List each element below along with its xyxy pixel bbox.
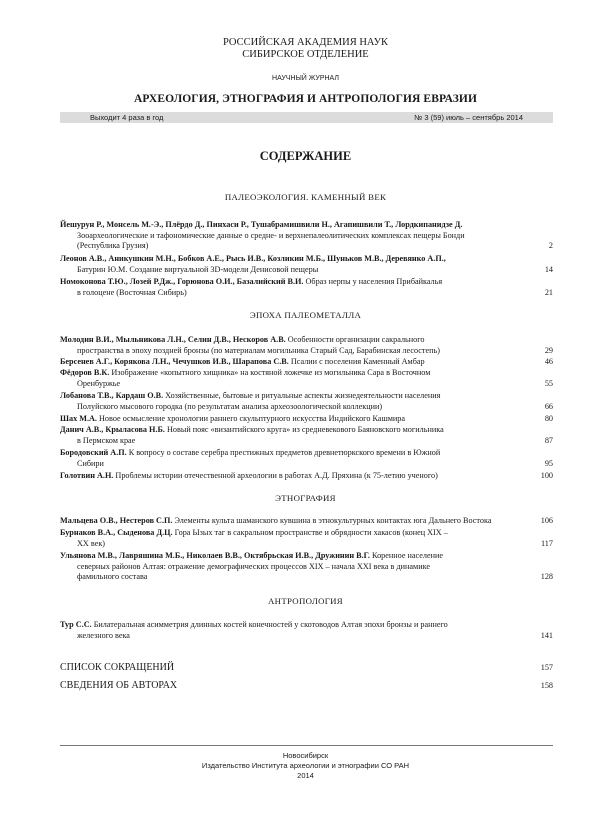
entry-authors: Тур С.С. <box>60 620 92 629</box>
entry-authors: Бородовский А.П. <box>60 448 127 457</box>
section-heading: ПАЛЕОЭКОЛОГИЯ. КАМЕННЫЙ ВЕК <box>224 192 387 202</box>
entry-authors: Номоконова Т.Ю., Лозей Р.Дж., Горюнова О.И., Базалийский В.И. <box>60 277 304 286</box>
entry-title: Особенности организации сакрального <box>287 335 425 344</box>
entry-title: Образ нерпы у населения Прибайкалья <box>305 277 443 286</box>
entry-title: Проблемы истории отечественной археологии в работах А.Д. Пряхина (к 75-летию ученого) <box>115 471 438 480</box>
page-number: 55 <box>544 378 553 388</box>
entry-title: Коренное население <box>372 551 444 560</box>
toc-entry[interactable] <box>60 471 553 482</box>
toc-back-matter-item[interactable] <box>60 680 553 693</box>
section-heading: ЭТНОГРАФИЯ <box>275 493 336 503</box>
entry-authors: Ульянова М.В., Лавряшина М.Б., Николаев В.В., Октябрьская И.В., Дружинин В.Г. <box>60 551 370 560</box>
entry-authors: Шах М.А. <box>60 414 97 423</box>
toc-entry[interactable] <box>60 220 553 252</box>
toc-entry[interactable] <box>60 425 553 446</box>
toc-entry[interactable] <box>60 277 553 298</box>
toc-entry[interactable] <box>60 448 553 469</box>
toc-entry[interactable] <box>60 516 553 527</box>
entry-title: Новое осмысление хронологии раннего скульптурного искусства Индийского Кашмира <box>99 414 406 423</box>
toc-entry[interactable] <box>60 368 553 389</box>
footer-divider <box>60 745 553 746</box>
footer-city: Новосибирск <box>282 751 329 760</box>
page-number: 14 <box>544 264 553 274</box>
entry-title: Зооархеологические и тафономические данные о средне- и верхнепалеолитических комплексах пещеры Бонди <box>77 230 465 240</box>
page-number: 66 <box>544 401 553 411</box>
issue-number: № 3 (59) июль – сентябрь 2014 <box>414 113 523 122</box>
entry-title: Гора Ызых таг в сакральном пространстве и обрядности хакасов (конец XIX – <box>174 528 448 537</box>
page-number: 29 <box>544 345 553 355</box>
entry-authors: Лобанова Т.В., Кардаш О.В. <box>60 391 164 400</box>
entry-title: (Республика Грузия) <box>77 241 149 251</box>
entry-title: К вопросу о составе серебра престижных предметов древнетюркского времени в Южной <box>128 448 441 457</box>
entry-title: пространства в эпоху поздней бронзы (по материалам могильника Старый Сад, Барабинская лесостепь) <box>77 345 440 355</box>
entry-title: фамильного состава <box>77 572 148 582</box>
toc-entry[interactable] <box>60 551 553 583</box>
entry-title: Хозяйственные, бытовые и ритуальные аспекты жизнедеятельности населения <box>165 391 441 400</box>
page-number: 117 <box>541 538 553 548</box>
page-number: 2 <box>548 241 553 251</box>
back-matter-label: СПИСОК СОКРАЩЕНИЙ <box>60 662 175 673</box>
entry-title: в голоцене (Восточная Сибирь) <box>77 287 187 297</box>
entry-authors: Данич А.В., Крыласова Н.Б. <box>60 425 165 434</box>
entry-title: XX век) <box>77 538 106 548</box>
page-number: 95 <box>544 458 553 468</box>
page-number: 87 <box>544 435 553 445</box>
publication-frequency: Выходит 4 раза в год <box>90 113 164 122</box>
toc-entry[interactable] <box>60 528 553 549</box>
toc-entry[interactable] <box>60 414 553 425</box>
entry-title: в Пермском крае <box>77 435 136 445</box>
entry-authors: Молодин В.И., Мыльникова Л.Н., Селин Д.В., Нескоров А.В. <box>60 335 286 344</box>
entry-title: Псалии с поселения Каменный Амбар <box>290 357 425 366</box>
section-heading: ЭПОХА ПАЛЕОМЕТАЛЛА <box>249 310 362 320</box>
entry-authors: Йешурун Р., Монсель М.-Э., Плёрдо Д., Пинхаси Р., Тушабрамишвили Н., Агапишвили Т., Лордкипанидзе Д. <box>60 220 463 229</box>
page-number: 106 <box>540 516 553 525</box>
page-number: 80 <box>544 414 553 423</box>
toc-back-matter-item[interactable] <box>60 662 553 675</box>
entry-title: Полуйского мысового городка (по результатам анализа археозоологической коллекции) <box>77 401 383 411</box>
page-number: 158 <box>540 681 553 690</box>
journal-title: АРХЕОЛОГИЯ, ЭТНОГРАФИЯ И АНТРОПОЛОГИЯ ЕВРАЗИИ <box>134 93 477 105</box>
entry-title: железного века <box>77 630 130 640</box>
entry-title: Изображение «копытного хищника» на костяной ложечке из могильника Сара в Восточном <box>111 368 431 377</box>
entry-authors: Леонов А.В., Аникушкин М.Н., Бобков А.Е., Рысь И.В., Козликин М.Б., Шуньков М.В., Деревянко А.П., <box>60 254 446 263</box>
entry-authors: Бурнаков В.А., Сыденова Д.Ц. <box>60 528 173 537</box>
back-matter-label: СВЕДЕНИЯ ОБ АВТОРАХ <box>60 680 178 691</box>
page-number: 141 <box>540 630 553 640</box>
journal-type: НАУЧНЫЙ ЖУРНАЛ <box>272 75 339 82</box>
toc-entry[interactable] <box>60 620 553 641</box>
entry-title: Батурин Ю.М. Создание виртуальной 3D-модели Денисовой пещеры <box>77 264 319 274</box>
academy-name: РОССИЙСКАЯ АКАДЕМИЯ НАУК <box>222 37 389 48</box>
footer-year: 2014 <box>297 771 314 780</box>
footer-publisher: Издательство Института археологии и этнографии СО РАН <box>201 761 410 770</box>
entry-title: Оренбуржье <box>77 378 121 388</box>
toc-entry[interactable] <box>60 254 553 275</box>
contents-title: СОДЕРЖАНИЕ <box>259 149 352 163</box>
entry-title: северных районов Алтая: отражение демографических процессов XIX – начала XXI века в динамике <box>77 561 430 571</box>
academy-branch: СИБИРСКОЕ ОТДЕЛЕНИЕ <box>242 49 369 60</box>
entry-title: Билатеральная асимметрия длинных костей конечностей у скотоводов Алтая эпохи бронзы и раннего <box>93 620 448 629</box>
page-number: 21 <box>544 287 553 297</box>
entry-title: Сибири <box>77 458 104 468</box>
page-number: 46 <box>544 357 553 366</box>
entry-authors: Берсенев А.Г., Корякова Л.Н., Чечушков И.В., Шарапова С.В. <box>60 357 289 366</box>
toc-entry[interactable] <box>60 357 553 368</box>
section-heading: АНТРОПОЛОГИЯ <box>268 596 343 606</box>
page-number: 128 <box>540 572 553 582</box>
entry-title: Новый пояс «византийского круга» из средневекового Баяновского могильника <box>166 425 444 434</box>
page-number: 157 <box>540 663 553 672</box>
page-number: 100 <box>540 471 553 480</box>
entry-authors: Фёдоров В.К. <box>60 368 110 377</box>
toc-entry[interactable] <box>60 391 553 412</box>
entry-authors: Мальцева О.В., Нестеров С.П. <box>60 516 173 525</box>
entry-title: Элементы культа шаманского кувшина в этнокультурных контактах юга Дальнего Востока <box>174 516 492 525</box>
toc-entry[interactable] <box>60 335 553 356</box>
entry-authors: Голотвин А.Н. <box>60 471 114 480</box>
issue-info-bar <box>60 112 553 123</box>
